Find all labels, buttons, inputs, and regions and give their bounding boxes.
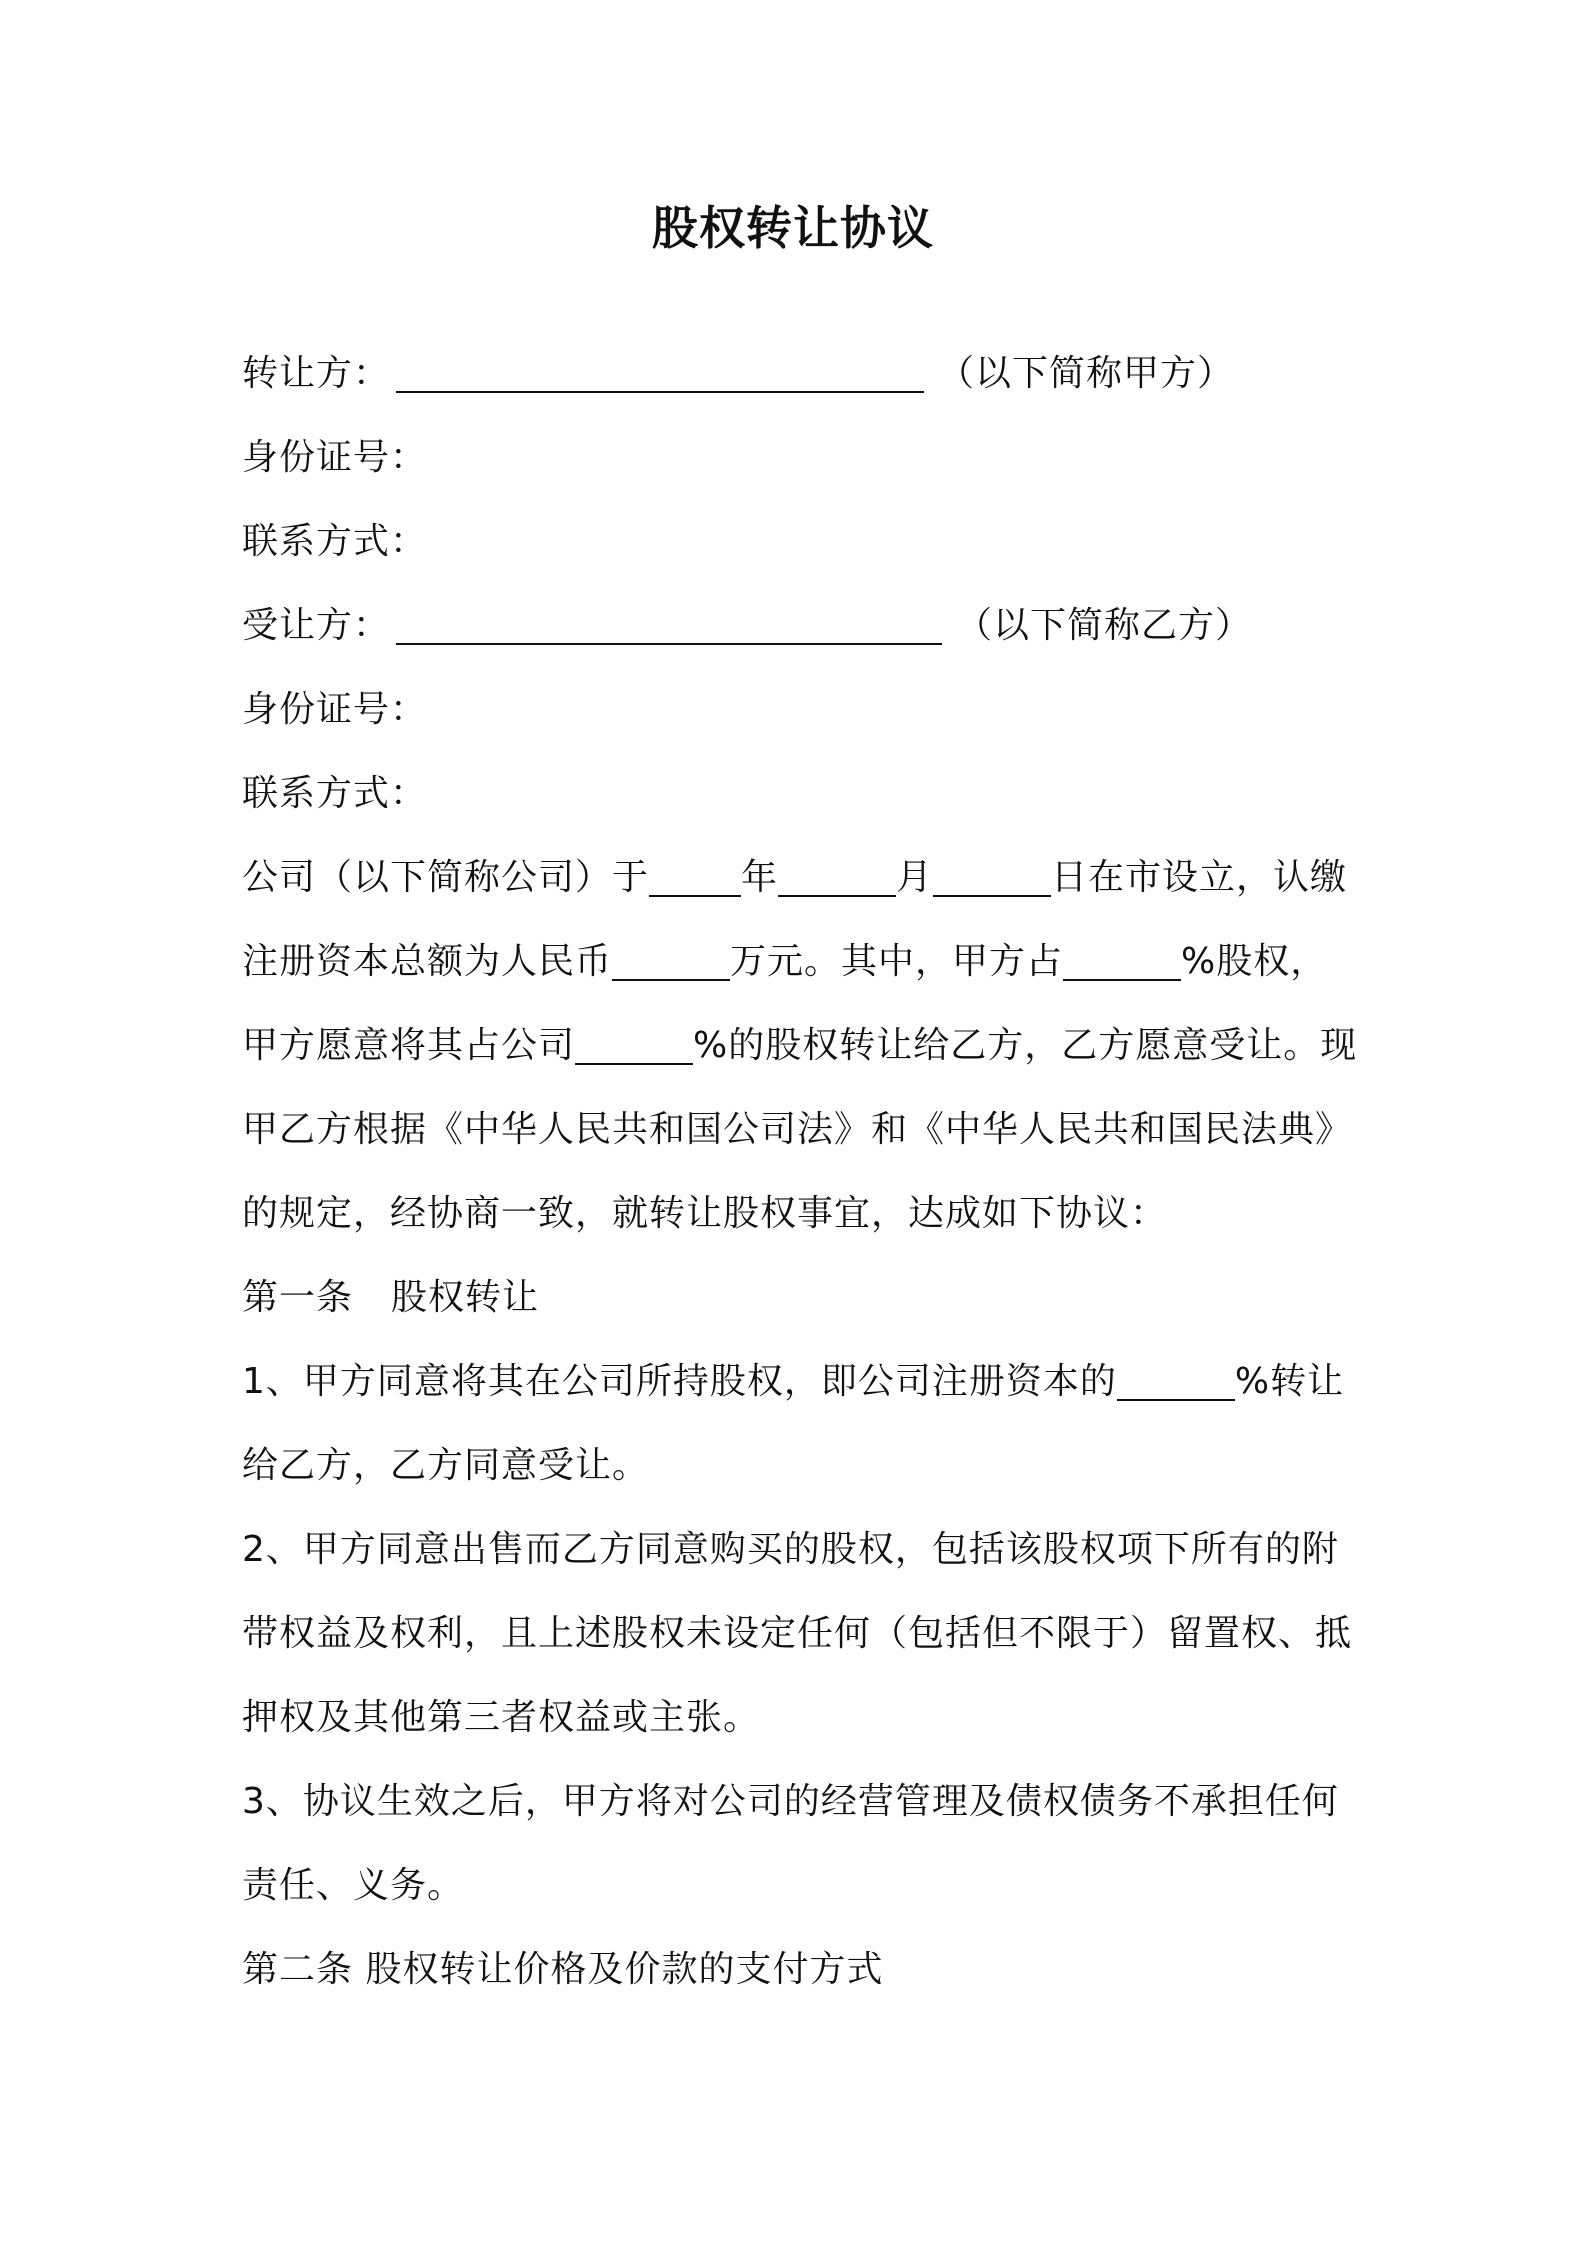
month-blank bbox=[778, 857, 896, 897]
capital-blank bbox=[612, 941, 730, 981]
transferee-contact-line: 联系方式： bbox=[242, 773, 428, 814]
preamble-text: 日在市设立，认缴 bbox=[1051, 857, 1348, 898]
transfer-percent-blank bbox=[575, 1025, 693, 1065]
transferor-name-blank bbox=[396, 353, 924, 393]
clause-2-line-1: 2、甲方同意出售而乙方同意购买的股权，包括该股权项下所有的附 bbox=[242, 1529, 1339, 1570]
preamble-text: 注册资本总额为人民币 bbox=[242, 941, 613, 982]
transferee-line bbox=[242, 584, 1362, 668]
transferee-id-line: 身份证号： bbox=[242, 689, 428, 730]
transferor-contact-line: 联系方式： bbox=[242, 521, 428, 562]
preamble-text: 甲方愿意将其占公司 bbox=[242, 1025, 576, 1066]
clause-1-line-2: 给乙方，乙方同意受让。 bbox=[242, 1445, 650, 1486]
preamble-line-5: 的规定，经协商一致，就转让股权事宜，达成如下协议： bbox=[242, 1193, 1168, 1234]
article-2-heading: 第二条 股权转让价格及价款的支付方式 bbox=[242, 1949, 884, 1990]
preamble-line-4: 甲乙方根据《中华人民共和国公司法》和《中华人民共和国民法典》 bbox=[242, 1109, 1353, 1150]
clause-1-line-1 bbox=[242, 1340, 1362, 1424]
document-title: 股权转让协议 bbox=[652, 201, 934, 255]
clause-2-line-2: 带权益及权利，且上述股权未设定任何（包括但不限于）留置权、抵 bbox=[242, 1613, 1353, 1654]
transferor-line bbox=[242, 332, 1362, 416]
preamble-line-1 bbox=[242, 836, 1362, 920]
article-1-heading bbox=[242, 1256, 1362, 1340]
preamble-text: 公司（以下简称公司）于 bbox=[242, 857, 650, 898]
preamble-line-2 bbox=[242, 920, 1362, 1004]
clause-2-line-3: 押权及其他第三者权益或主张。 bbox=[242, 1697, 761, 1738]
preamble-text: 万元。其中，甲方占 bbox=[730, 941, 1064, 982]
day-blank bbox=[933, 857, 1051, 897]
transferor-note: （以下简称甲方） bbox=[938, 353, 1235, 394]
clause-percent-blank bbox=[1117, 1361, 1235, 1401]
transferor-id-line: 身份证号： bbox=[242, 437, 428, 478]
transferee-note: （以下简称乙方） bbox=[956, 605, 1253, 646]
preamble-text: 年 bbox=[741, 857, 779, 898]
preamble-text: 月 bbox=[896, 857, 934, 898]
article-number: 第一条 bbox=[242, 1277, 354, 1318]
article-title: 股权转让 bbox=[391, 1277, 540, 1318]
preamble-text: %的股权转让给乙方，乙方愿意受让。现 bbox=[693, 1025, 1358, 1066]
transferee-name-blank bbox=[396, 605, 942, 645]
clause-3-line-1: 3、协议生效之后，甲方将对公司的经营管理及债权债务不承担任何 bbox=[242, 1781, 1339, 1822]
year-blank bbox=[649, 857, 741, 897]
preamble-text: %股权， bbox=[1181, 941, 1328, 982]
transferee-label: 受让方： bbox=[242, 605, 391, 646]
document-body bbox=[242, 332, 1362, 2012]
share-percent-blank bbox=[1063, 941, 1181, 981]
clause-text: 1、甲方同意将其在公司所持股权，即公司注册资本的 bbox=[242, 1361, 1117, 1402]
clause-text: %转让 bbox=[1234, 1361, 1345, 1402]
clause-3-line-2: 责任、义务。 bbox=[242, 1865, 465, 1906]
preamble-line-3 bbox=[242, 1004, 1362, 1088]
transferor-label: 转让方： bbox=[242, 353, 391, 394]
